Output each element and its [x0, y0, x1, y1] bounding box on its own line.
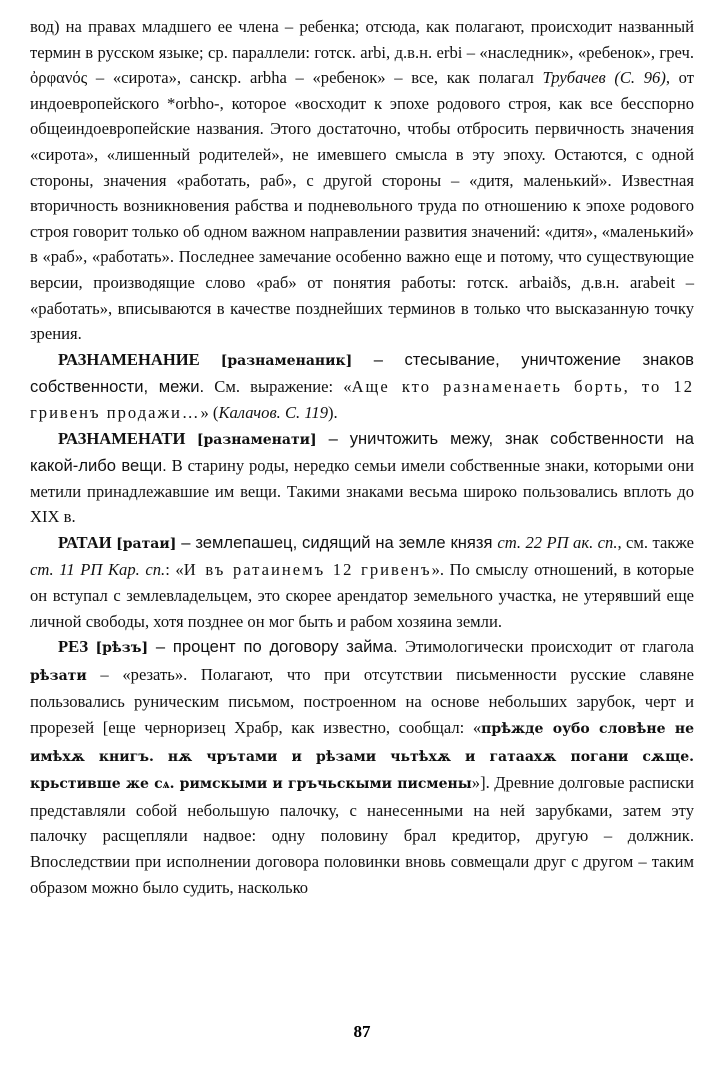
entry-text: – «резать». Полагают, что при отсутствии письменности русские славяне пользовались руническим письмом, построенном на основе небольших зарубок, черт и прорезей [еще черноризец Храбр, как известно, сообщал: « — [30, 664, 694, 738]
source-reference: ст. 22 РП ак. сп. — [497, 532, 618, 552]
entry-definition: – процент по договору займа. — [148, 637, 398, 657]
old-slavonic-form: [разнаменати] — [196, 431, 317, 448]
entry-text: В старину роды, нередко семьи имели собственные знаки, которыми они метили принадлежавшие им вещи. Такими знаками весьма широко пользовались вплоть до XIX в. — [30, 456, 694, 527]
entry-text: »]. Древние долговые расписки представляли собой небольшую палочку, с нанесенными на ней зарубками, затем эту палочку расщепляли надвое: одну половину брал кредитор, другую – должник. Впоследствии при исполнении договора половинки вновь совмещали друг с другом – таким образом можно было судить, насколько — [30, 773, 695, 897]
entry-definition: – уничтожить межу, знак собственности на какой-либо вещи. — [30, 428, 694, 476]
entry-text: См. выражение: « — [204, 377, 352, 397]
source-reference: Калачов. С. 119 — [218, 402, 329, 422]
source-reference: ст. 11 РП Кар. сп. — [30, 560, 166, 580]
entry-quote: И въ ратаинемъ 12 гривенъ — [183, 560, 432, 580]
entry-text: » ( — [200, 402, 219, 422]
entry-definition: – землепашец, сидящий на земле князя — [176, 532, 498, 552]
entry-headword: РЕЗ — [58, 637, 89, 657]
entry-headword: РАЗНАМЕНАНИЕ — [58, 349, 200, 369]
dictionary-entry-rez — [30, 634, 694, 900]
dictionary-entry-raznamenati — [30, 426, 694, 530]
entry-headword: РАТАИ — [58, 532, 112, 552]
old-slavonic-form: [разнаменаник] — [220, 352, 353, 369]
entry-headword: РАЗНАМЕНАТИ — [58, 428, 186, 448]
entry-quote: Аще кто разнаменаеть борть, то 12 гривенъ продажи… — [30, 377, 694, 422]
continued-paragraph — [30, 14, 694, 347]
paragraph-text: вод) на правах младшего ее члена – ребенка; отсюда, как полагают, происходит названный термин в русском языке; ср. параллели: готск. arbi, д.в.н. erbi – «наследник», «ребенок», греч. ὀρφανός – «сирота», санскр. arbha – «ребенок» – все, как полагал — [30, 17, 694, 88]
old-slavonic-form: [рѣзъ] — [95, 640, 149, 657]
paragraph-text: , от индоевропейского *orbho-, которое «восходит к эпохе родового строя, как все бесспорно общеиндоевропейские названия. Этого достаточно, чтобы отбросить первичность значения «сирота», «лишенный родителей», не имевшего смысла в эту эпоху. Остаются, с одной стороны, значения «работать, раб», с другой стороны – «дитя, маленький». Известная вторичность возникновения рабства и подневольного труда по отношению к эпохе родового строя говорит только об одном важном направлении развития значений: «дитя», «маленький» в «раб», «работать». Последнее замечание особенно важно еще и потому, что существующие версии, производящие слово «раб» от понятия работы: готск. arbaiðs, д.в.н. arabeit – «работать», вписываются в качестве позднейших терминов в только что высказанную точку зрения. — [30, 68, 694, 344]
entry-text: ). — [328, 402, 338, 422]
entry-text: : « — [165, 560, 184, 580]
page-number: 87 — [353, 1022, 371, 1041]
dictionary-entry-raznamenanie — [30, 347, 694, 426]
old-slavonic-form: [ратаи] — [116, 535, 177, 552]
old-slavonic-quote: прѣжде оубо словѣне не имѣхѫ книгъ. нѫ чрътами и рѣзами чьтѣхѫ и гатаахѫ погани сѫще. крьстивше же сѧ. римскыми и гръчьскыми писмены — [30, 721, 695, 793]
page-body — [30, 14, 694, 900]
entry-text: , см. также — [617, 532, 694, 552]
old-slavonic-word: рѣзати — [30, 667, 87, 684]
entry-definition: – стесывание, уничтожение знаков собственности, межи. — [30, 349, 694, 397]
source-reference: Трубачев (С. 96) — [542, 68, 666, 88]
dictionary-entry-ratai — [30, 530, 694, 634]
entry-text: ». По смыслу отношений, в которые он вступал с землевладельцем, это скорее арендатор земельного участка, не утерявший еще личной свободы, хотя позднее он мог быть и рабом хозяина земли. — [30, 560, 695, 631]
entry-text: Этимологически происходит от глагола — [397, 637, 694, 657]
